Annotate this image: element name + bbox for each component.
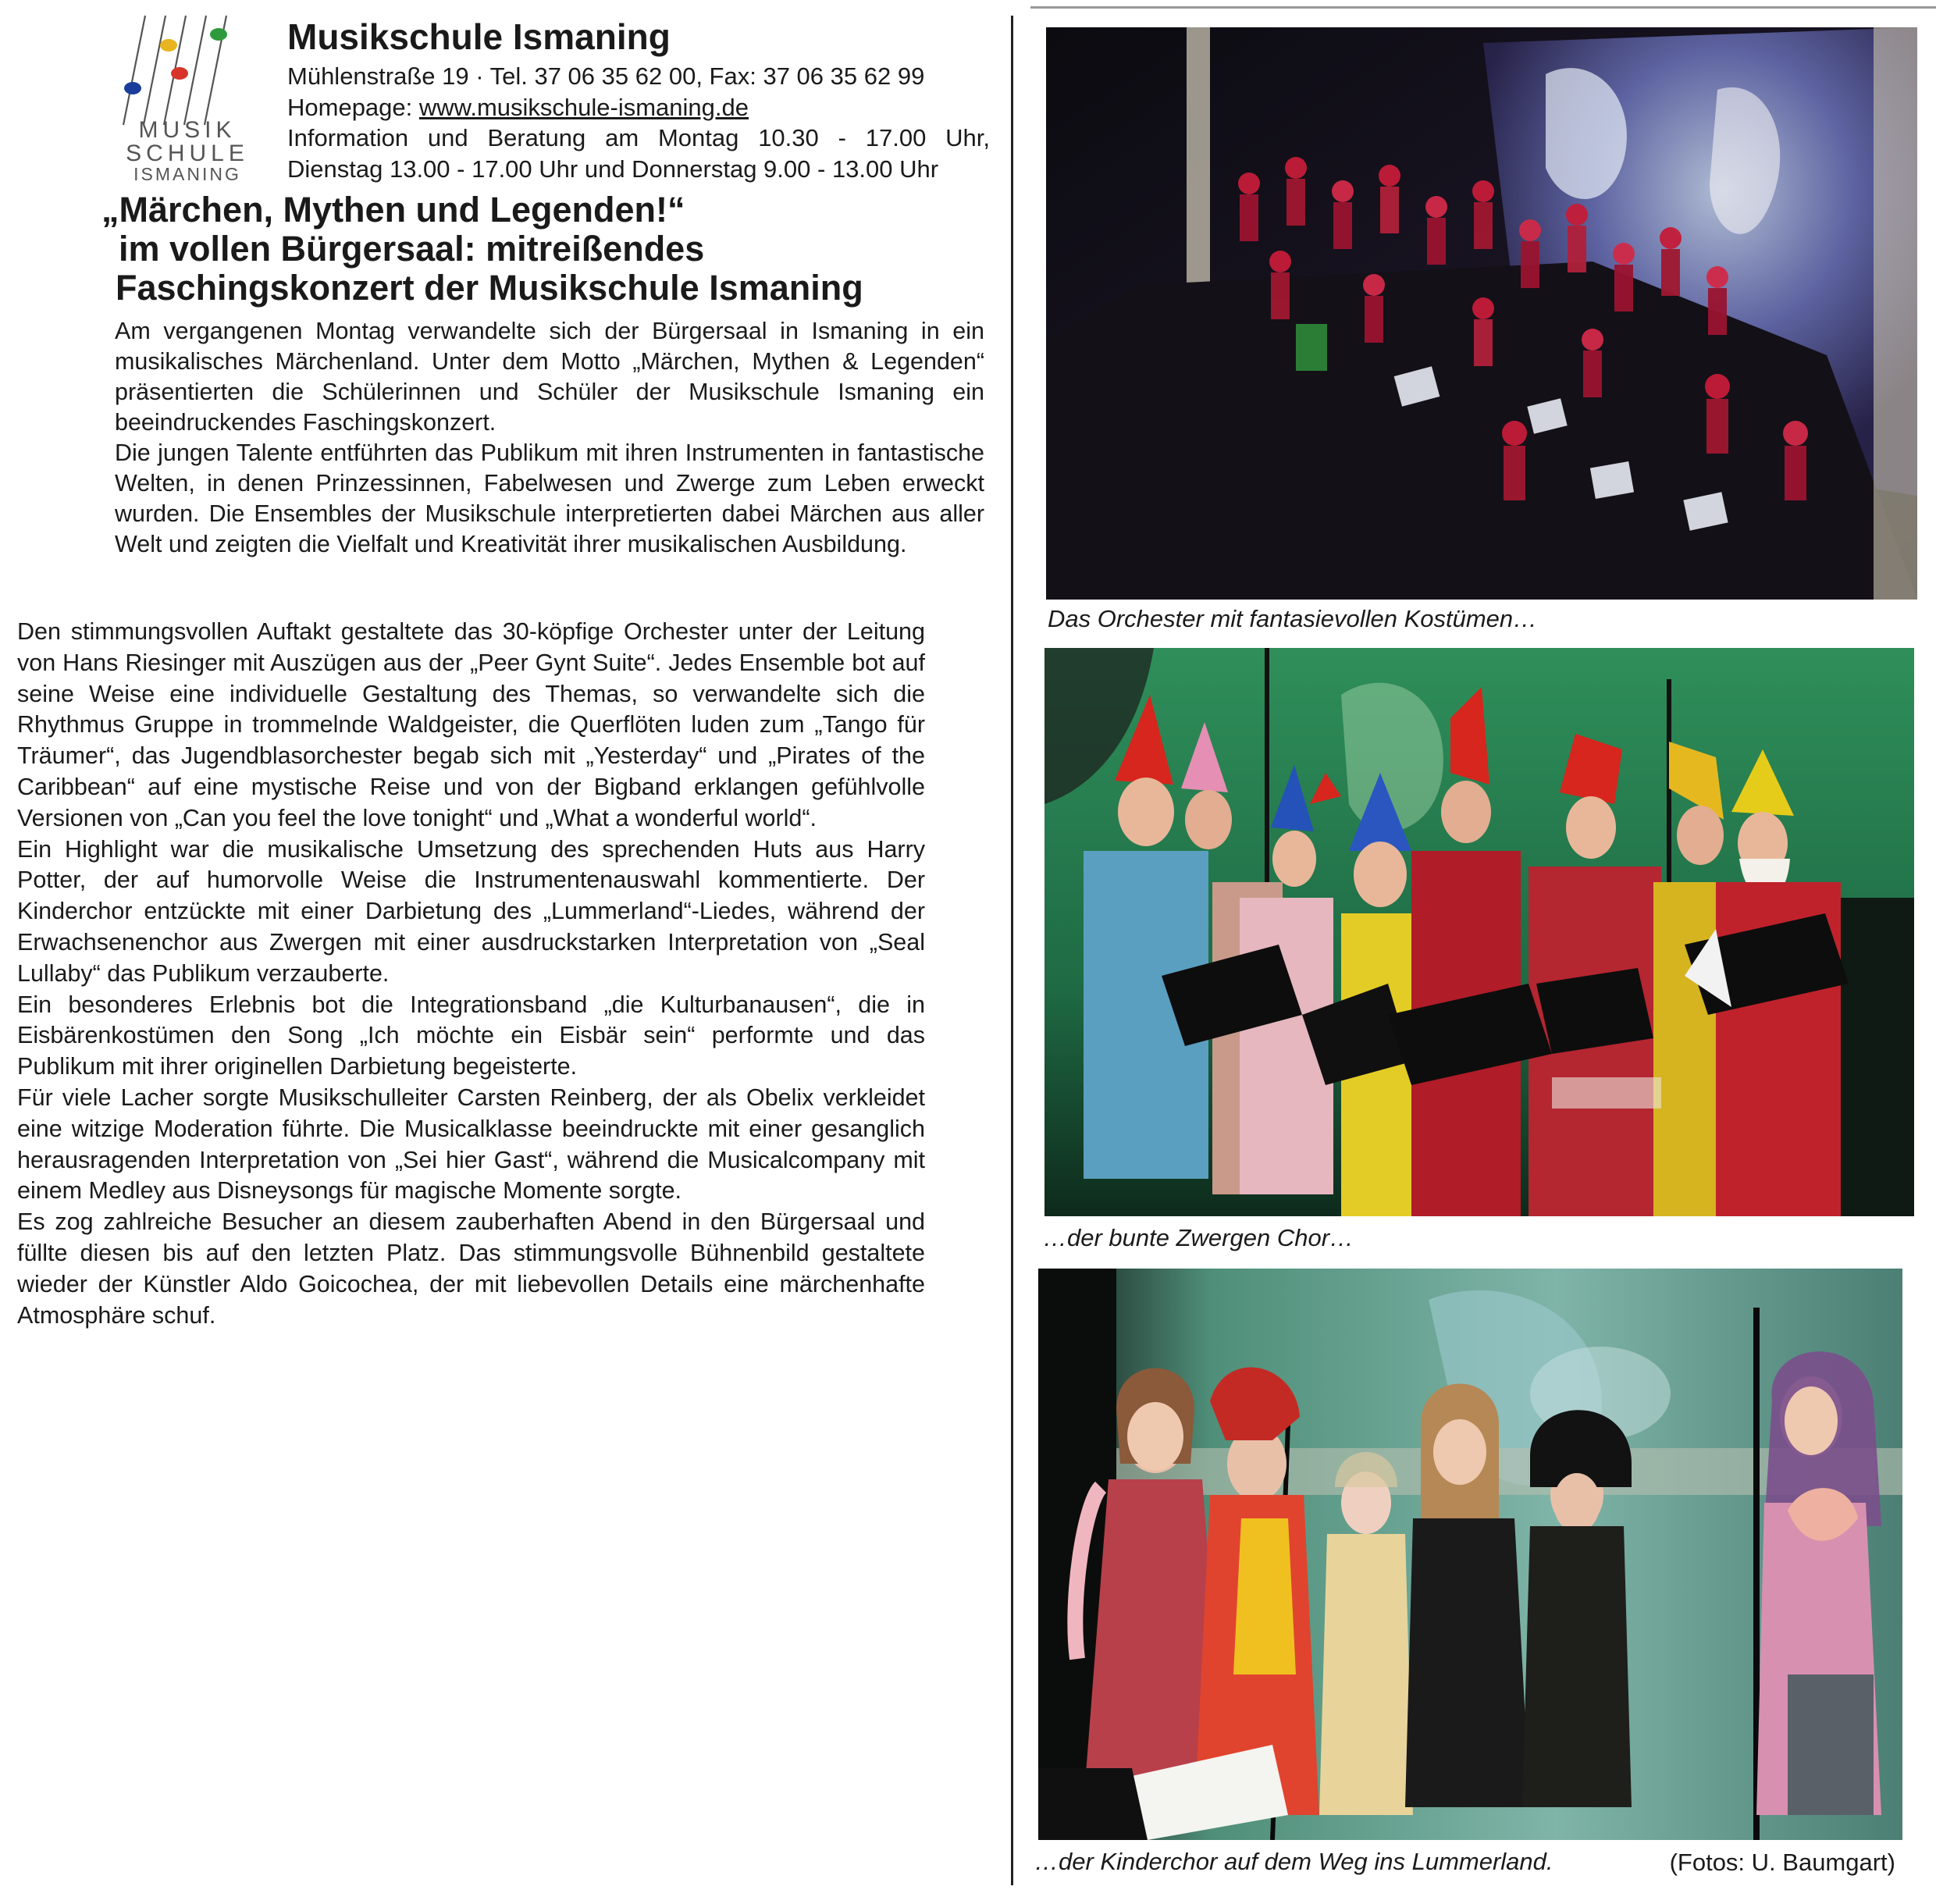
hours-line-2: Dienstag 13.00 - 17.00 Uhr und Donnerstag 9.00 - 13.00 Uhr: [287, 155, 939, 183]
body-paragraph: Ein besonderes Erlebnis bot die Integrationsband „die Kulturbanausen“, die in Eisbärenkostümen den Song „Ich möchte ein Eisbär sein“ performte und das Publikum mit ihrer originellen Darbietung begeisterte.: [17, 991, 925, 1080]
childrens-choir-photo: [1038, 1269, 1902, 1840]
homepage-link[interactable]: www.musikschule-ismaning.de: [418, 93, 749, 121]
photo-credit: (Fotos: U. Baumgart): [1669, 1849, 1895, 1876]
logo-text-ismaning: ISMANING: [133, 164, 241, 184]
body-paragraph: Ein Highlight war die musikalische Umsetzung des sprechenden Huts aus Harry Potter, der auf humorvolle Weise die Instrumentenauswahl kommentierte. Der Kinderchor entzückte mit einer Darbietung des „Lummerland“-Liedes, während der Erwachsenenchor aus Zwergen mit einer ausdruckstarken Interpretation von „Seal Lullaby“ das Publikum verzauberte.: [17, 835, 925, 987]
hours-line-1: Information und Beratung am Montag 10.30 - 17.00 Uhr,: [287, 124, 990, 151]
intro-paragraph: Die jungen Talente entführten das Publikum mit ihren Instrumenten in fantastische Welten, in denen Prinzessinnen, Fabelwesen und Zwerge zum Leben erweckt wurden. Die Ensembles der Musikschule interpretierten dabei Märchen aus aller Welt und zeigten die Vielfalt und Kreativität ihrer musikalischen Ausbildung.: [115, 440, 984, 557]
article-body: [17, 617, 925, 1331]
body-paragraph: Es zog zahlreiche Besucher an diesem zauberhaften Abend in den Bürgersaal und füllte diesen bis auf den letzten Platz. Das stimmungsvolle Bühnenbild gestaltete wieder der Künstler Aldo Goicochea, der mit liebevollen Details eine märchenhafte Atmosphäre schuf.: [17, 1208, 925, 1329]
dwarf-choir-photo: [1045, 648, 1914, 1216]
contact-block: [287, 61, 990, 184]
top-rule: [1030, 6, 1936, 9]
body-paragraph: Den stimmungsvollen Auftakt gestaltete das 30-köpfige Orchester unter der Leitung von Hans Riesinger mit Auszügen aus der „Peer Gynt Suite“. Jedes Ensemble bot auf seine Weise eine individuelle Gestaltung des Themas, so verwandelte sich die Rhythmus Gruppe in trommelnde Waldgeister, die Querflöten luden zum „Tango für Träumer“, das Jugendblasorchester begab sich mit „Yesterday“ und „Pirates of the Caribbean“ auf eine mystische Reise und von der Bigband erklangen gefühlvolle Versionen von „Can you feel the love tonight“ und „What a wonderful world“.: [17, 618, 925, 831]
orchestra-photo: [1046, 27, 1917, 600]
dwarf-choir-photo-image: [1045, 648, 1914, 1216]
headline-line-2: im vollen Bürgersaal: mitreißendes: [119, 229, 705, 269]
logo-text-schule: SCHULE: [126, 141, 249, 166]
homepage-line: [287, 92, 990, 123]
article-intro: [115, 316, 984, 560]
logo-text-musik: MUSIK: [138, 117, 237, 143]
dwarf-choir-photo-caption: …der bunte Zwergen Chor…: [1043, 1224, 1354, 1251]
column-divider: [1011, 16, 1013, 1885]
childrens-choir-photo-caption: …der Kinderchor auf dem Weg ins Lummerland.: [1034, 1848, 1553, 1875]
childrens-choir-photo-image: [1038, 1269, 1902, 1840]
article-headline: [101, 190, 863, 308]
body-paragraph: Für viele Lacher sorgte Musikschulleiter Carsten Reinberg, der als Obelix verkleidet eine witzige Moderation führte. Die Musicalklasse beeindruckte mit einer gesanglich herausragenden Interpretation von „Sei hier Gast“, während die Musicalcompany mit einem Medley aus Disneysongs für magische Momente sorgte.: [17, 1084, 925, 1205]
headline-line-1: „Märchen, Mythen und Legenden!“: [101, 190, 685, 230]
orchestra-photo-image: [1046, 27, 1917, 600]
address-line: Mühlenstraße 19 · Tel. 37 06 35 62 00, Fax: 37 06 35 62 99: [287, 62, 925, 90]
school-name: Musikschule Ismaning: [287, 16, 671, 57]
headline-line-3: Faschingskonzert der Musikschule Ismaning: [116, 268, 863, 308]
homepage-label: Homepage:: [287, 93, 419, 121]
intro-paragraph: Am vergangenen Montag verwandelte sich der Bürgersaal in Ismaning in ein musikalisches Märchenland. Unter dem Motto „Märchen, Mythen & Legenden“ präsentierten die Schülerinnen und Schüler der Musikschule Ismaning ein beeindruckendes Faschingskonzert.: [115, 318, 984, 436]
orchestra-photo-caption: Das Orchester mit fantasievollen Kostümen…: [1048, 605, 1538, 632]
